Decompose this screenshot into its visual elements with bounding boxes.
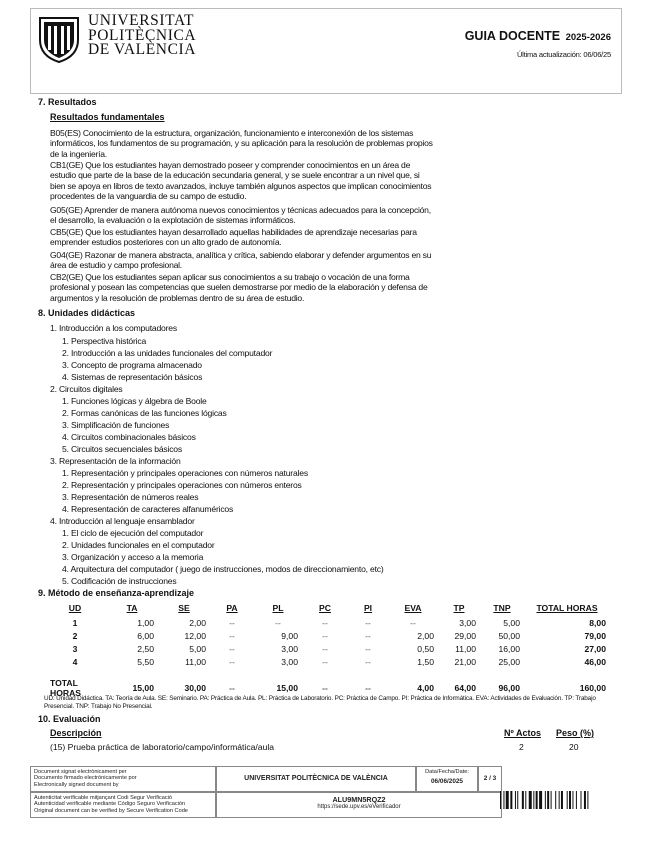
subunit-item: 4. Arquitectura del computador ( juego de instrucciones, modos de direccionamiento, etc) — [62, 564, 384, 574]
document-title-text: GUIA DOCENTE — [464, 29, 561, 43]
table-cell: 3,00 — [281, 643, 298, 654]
verification-code-box — [216, 792, 502, 818]
table-cell: 11,00 — [455, 643, 476, 654]
table-cell: 9,00 — [281, 630, 298, 641]
table-cell: 1,00 — [137, 617, 154, 628]
section-title-unidades: 8. Unidades didácticas — [38, 308, 136, 318]
eval-row-actos: 2 — [519, 742, 524, 752]
table-cell: -- — [322, 657, 328, 668]
barcode-bar — [529, 791, 532, 809]
table-cell: 160,00 — [579, 682, 606, 693]
table-cell: 2,00 — [189, 617, 206, 628]
signer-name: UNIVERSITAT POLITÈCNICA DE VALÈNCIA — [216, 766, 416, 792]
date-label: Data/Fecha/Date: — [425, 769, 469, 775]
column-header: EVA — [404, 603, 422, 613]
result-item: G04(GE) Razonar de manera abstracta, analítica y crítica, sabiendo elaborar y defender argumentos en su área de estudio y campo profesional. — [50, 250, 432, 271]
subsection-title: Resultados fundamentales — [50, 112, 165, 122]
table-cell: -- — [322, 630, 328, 641]
section-title-resultados: 7. Resultados — [38, 97, 97, 107]
barcode-bar — [536, 791, 538, 809]
barcode-bar — [587, 791, 588, 809]
table-legend: UD: Unidad Didáctica. TA: Teoría de Aula. SE: Seminario. PA: Práctica de Aula. PL: Práctica de Laboratorio. PC: Práctica de Campo. PI: Práctica de Informática. EVA: Actividades de Evaluación. TP: Trabajo Presencial. TNP: Trabajo No Presencial. — [44, 695, 596, 710]
section-title-metodo: 9. Método de enseñanza-aprendizaje — [38, 588, 195, 598]
subunit-item: 5. Codificación de instrucciones — [62, 576, 177, 586]
verification-url: https://sede.upv.es/eVerificador — [317, 804, 401, 810]
barcode-bar — [500, 791, 501, 809]
table-cell: -- — [410, 617, 416, 628]
subunit-item: 4. Representación de caracteres alfanuméricos — [62, 504, 234, 514]
table-cell: 5,00 — [503, 617, 520, 628]
table-cell: 6,00 — [137, 630, 154, 641]
table-cell: 64,00 — [454, 682, 476, 693]
section-title-evaluacion: 10. Evaluación — [38, 714, 101, 724]
eval-row-description: (15) Prueba práctica de laboratorio/campo/informática/aula — [50, 742, 275, 752]
subunit-item: 5. Circuitos secuenciales básicos — [62, 444, 182, 454]
table-cell: -- — [229, 617, 235, 628]
subunit-item: 3. Simplificación de funciones — [62, 420, 170, 430]
verification-note — [30, 792, 216, 818]
subunit-item: 1. Funciones lógicas y álgebra de Boole — [62, 396, 207, 406]
subunit-item: 2. Representación y principales operaciones con números enteros — [62, 480, 302, 490]
table-cell: -- — [229, 682, 235, 693]
table-cell: 3 — [72, 643, 78, 654]
column-header: UD — [68, 603, 82, 613]
barcode-bar — [545, 791, 546, 809]
page-number: 2 / 3 — [478, 766, 502, 792]
verification-note-line: Autenticidad verificable mediante Código Seguro Verificación — [34, 801, 186, 808]
table-cell: 25,00 — [498, 657, 520, 668]
table-cell: 3,00 — [459, 617, 476, 628]
subunit-item: 2. Formas canónicas de las funciones lógicas — [62, 408, 227, 418]
table-cell: -- — [365, 617, 371, 628]
subunit-item: 4. Sistemas de representación básicos — [62, 372, 203, 382]
table-cell: -- — [275, 617, 281, 628]
result-item: CB2(GE) Que los estudiantes sepan aplicar sus conocimientos a su trabajo o vocación de una forma profesional y posean las competencias que suelen demostrarse por medio de la elaboración y defensa de argumentos y la resolución de problemas dentro de su área de estudio. — [50, 272, 428, 303]
table-cell: 12,00 — [184, 630, 206, 641]
subunit-item: 3. Concepto de programa almacenado — [62, 360, 202, 370]
column-header: TOTAL HORAS — [536, 603, 598, 613]
table-cell: -- — [229, 657, 235, 668]
barcode-bar — [522, 791, 524, 809]
table-cell: 15,00 — [132, 682, 154, 693]
table-cell: 15,00 — [276, 682, 298, 693]
last-update: Última actualización: 06/06/25 — [516, 50, 611, 59]
table-cell: 96,00 — [498, 682, 520, 693]
barcode-bar — [567, 791, 568, 809]
barcode-bar — [584, 791, 586, 809]
subunit-item: 2. Introducción a las unidades funcionales del computador — [62, 348, 273, 358]
table-cell: -- — [229, 643, 235, 654]
university-name-line: POLITÈCNICA — [88, 26, 197, 44]
signature-note — [30, 766, 216, 792]
signature-date — [416, 766, 478, 792]
university-name — [88, 14, 196, 58]
barcode-bar — [525, 791, 526, 809]
table-cell: 2,00 — [417, 630, 434, 641]
hours-table — [44, 600, 610, 698]
barcode-bar — [561, 791, 563, 809]
academic-year: 2025-2026 — [565, 32, 611, 43]
table-row — [44, 629, 610, 642]
table-cell: -- — [322, 617, 328, 628]
unit-item: 4. Introducción al lenguaje ensamblador — [50, 516, 195, 526]
column-header: PL — [272, 603, 284, 613]
table-row — [44, 616, 610, 629]
eval-row-peso: 20 — [569, 742, 579, 752]
barcode-bar — [569, 791, 571, 809]
table-cell: -- — [365, 643, 371, 654]
result-item: CB1(GE) Que los estudiantes hayan demostrado poseer y comprender conocimientos en un área de estudio que parte de la base de la educación secundaria general, y se suele encontrar a un nivel que, si bien se apoya en libros de texto avanzados, incluye también algunos aspectos que implican conocimientos procedentes de la vanguardia de su campo de estudio. — [50, 160, 432, 201]
table-cell: -- — [365, 630, 371, 641]
barcode-bar — [503, 791, 504, 809]
signature-footer — [30, 766, 622, 818]
document-title — [465, 29, 611, 43]
barcode-icon — [500, 791, 616, 809]
verification-note-line: Autenticitat verificable mitjançant Codi Segur Verificació — [34, 795, 173, 801]
table-cell: 79,00 — [584, 630, 606, 641]
table-cell: 50,00 — [498, 630, 520, 641]
table-cell: 21,00 — [454, 657, 476, 668]
table-cell: -- — [322, 643, 328, 654]
column-header: TP — [453, 603, 465, 613]
date-value: 06/06/2025 — [431, 778, 463, 786]
unit-item: 3. Representación de la información — [50, 456, 181, 466]
table-cell: 5,50 — [137, 657, 154, 668]
table-cell: 46,00 — [584, 657, 606, 668]
result-item: B05(ES) Conocimiento de la estructura, organización, funcionamiento e interconexión de los sistemas informáticos, los fundamentos de su programación, y su aplicación para la resolución de problemas propios de la ingeniería. — [50, 128, 433, 159]
barcode-bar — [555, 791, 556, 809]
subunit-item: 3. Representación de números reales — [62, 492, 199, 502]
table-cell: 30,00 — [184, 682, 206, 693]
signature-note-line: Electronically signed document by — [34, 781, 119, 788]
table-cell: 0,50 — [417, 643, 434, 654]
table-cell: -- — [365, 657, 371, 668]
signature-note-line: Documento firmado electrónicamente por — [34, 775, 137, 782]
table-cell: -- — [322, 682, 328, 693]
eval-column-peso: Peso (%) — [556, 728, 595, 738]
column-header: PA — [226, 603, 238, 613]
table-cell: TOTAL HORAS — [50, 677, 82, 698]
barcode-bar — [510, 791, 512, 809]
eval-column-description: Descripción — [50, 728, 102, 738]
barcode-bar — [572, 791, 573, 809]
university-name-line: DE VALÈNCIA — [88, 41, 197, 58]
result-item: G05(GE) Aprender de manera autónoma nuevos conocimientos y técnicas adecuados para la concepción, el desarrollo, la evaluación o la explotación de sistemas informáticos. — [50, 205, 431, 226]
column-header: TA — [126, 603, 138, 613]
table-cell: 2,50 — [137, 643, 154, 654]
table-cell: 2 — [72, 630, 78, 641]
table-header-row — [44, 600, 610, 616]
subunit-item: 1. Representación y principales operaciones con números naturales — [62, 468, 308, 478]
table-spacer — [44, 669, 610, 678]
table-cell: 27,00 — [584, 643, 606, 654]
table-cell: 1,50 — [417, 657, 434, 668]
subunit-item: 4. Circuitos combinacionales básicos — [62, 432, 196, 442]
table-cell: 8,00 — [589, 617, 606, 628]
column-header: PI — [363, 603, 373, 613]
table-cell: 4 — [72, 657, 78, 668]
column-header: TNP — [493, 603, 511, 613]
table-cell: 5,00 — [189, 643, 206, 654]
barcode-bar — [559, 791, 560, 809]
table-cell: -- — [365, 682, 371, 693]
barcode-bar — [547, 791, 549, 809]
barcode-bar — [539, 791, 542, 809]
table-cell: 1 — [72, 617, 78, 628]
unit-item: 2. Circuitos digitales — [50, 384, 123, 394]
barcode-bar — [551, 791, 552, 809]
unit-item: 1. Introducción a los computadores — [50, 323, 177, 333]
signature-note-line: Document signat electrònicament per — [34, 769, 127, 775]
university-name-line: UNIVERSITAT — [88, 12, 195, 29]
barcode-bar — [515, 791, 516, 809]
table-row — [44, 656, 610, 669]
table-cell: 3,00 — [281, 657, 298, 668]
subunit-item: 2. Unidades funcionales en el computador — [62, 540, 215, 550]
university-logo-icon — [36, 14, 82, 64]
barcode-bar — [506, 791, 509, 809]
verification-note-line: Original document can be verified by Secure Verification Code — [34, 807, 188, 814]
column-header: PC — [319, 603, 331, 613]
table-cell: 11,00 — [185, 657, 206, 668]
barcode-bar — [517, 791, 518, 809]
table-cell: -- — [229, 630, 235, 641]
barcode-bar — [576, 791, 577, 809]
subunit-item: 1. El ciclo de ejecución del computador — [62, 528, 204, 538]
barcode-bar — [581, 791, 582, 809]
barcode-bar — [533, 791, 534, 809]
verification-code: ALU9MN5RQZ2 — [332, 795, 386, 804]
table-cell: 4,00 — [417, 682, 434, 693]
subunit-item: 3. Organización y acceso a la memoria — [62, 552, 204, 562]
result-item: CB5(GE) Que los estudiantes hayan desarrollado aquellas habilidades de aprendizaje necesarias para emprender estudios posteriores con un alto grado de autonomía. — [50, 227, 417, 248]
column-header: SE — [178, 603, 190, 613]
table-row — [44, 642, 610, 655]
table-cell: 16,00 — [498, 643, 520, 654]
table-cell: 29,00 — [454, 630, 476, 641]
subunit-item: 1. Perspectiva histórica — [62, 336, 147, 346]
eval-column-actos: Nº Actos — [504, 728, 541, 738]
